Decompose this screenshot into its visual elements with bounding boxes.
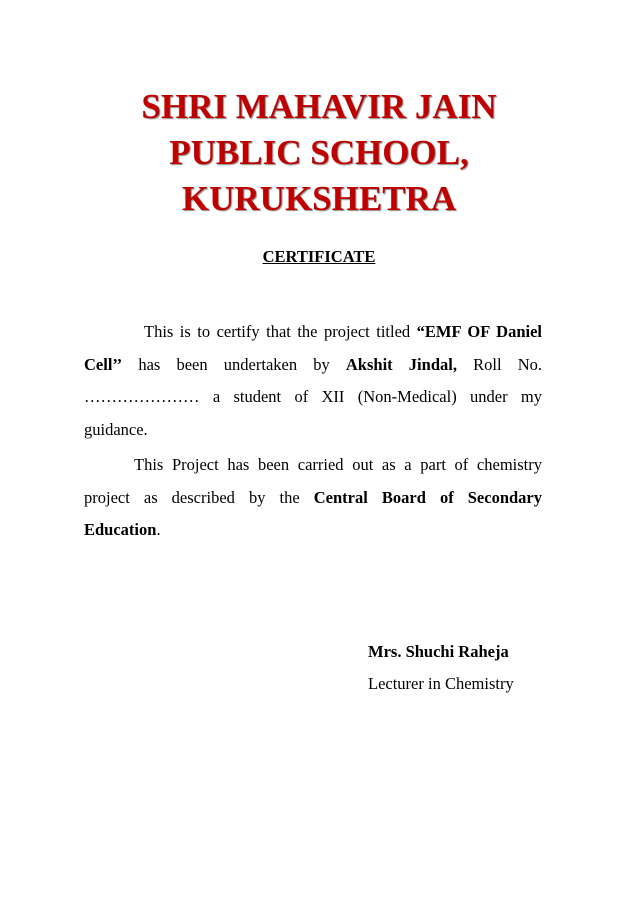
- signature-block: [368, 636, 514, 700]
- signatory-title: Lecturer in Chemistry: [368, 674, 514, 693]
- board-end: .: [156, 520, 161, 539]
- school-name-line-1: SHRI MAHAVIR JAIN: [141, 87, 497, 126]
- certificate-heading: CERTIFICATE: [262, 247, 376, 266]
- roll-number-text: Roll No. ………………… a student of XII (Non-Medical) under my guidance.: [84, 354, 542, 439]
- certification-middle: has been undertaken by: [122, 354, 346, 374]
- board-name: Central Board of Secondary Education: [84, 487, 542, 539]
- school-name-line-3: KURUKSHETRA: [181, 179, 457, 218]
- certification-paragraph: [84, 316, 542, 446]
- student-name: Akshit Jindal,: [345, 354, 457, 374]
- project-title: “EMF OF Daniel Cell’’: [84, 322, 542, 374]
- board-intro: This Project has been carried out as a part of chemistry project as described by the: [84, 455, 542, 507]
- certification-intro: This is to certify that the project titled: [144, 322, 417, 341]
- board-paragraph: [84, 449, 542, 547]
- signatory-name: Mrs. Shuchi Raheja: [368, 642, 509, 661]
- school-name-line-2: PUBLIC SCHOOL,: [169, 133, 469, 172]
- school-name: [0, 84, 638, 222]
